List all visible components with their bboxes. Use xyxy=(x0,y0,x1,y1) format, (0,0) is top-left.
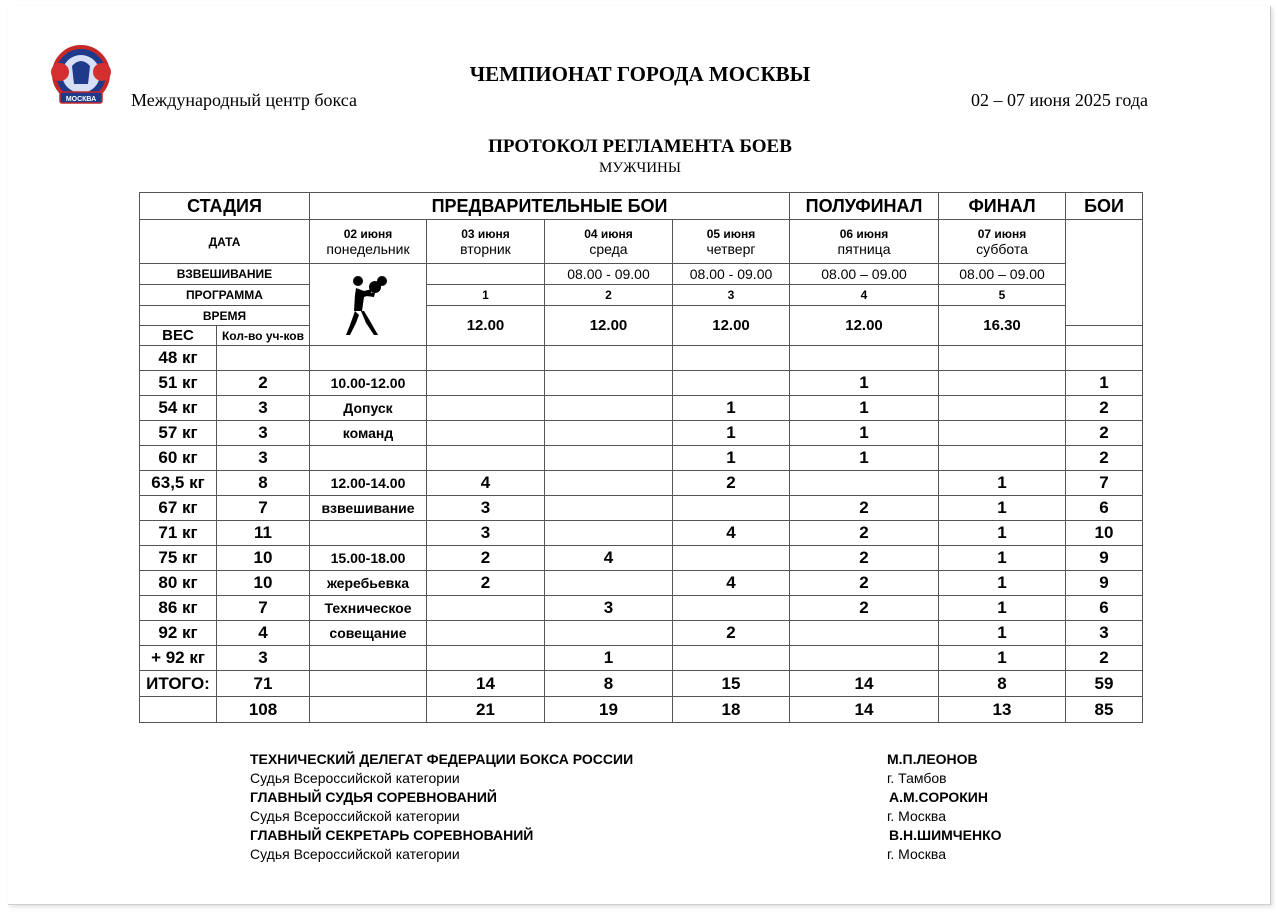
total-fin: 8 xyxy=(939,671,1066,697)
bouts-d3 xyxy=(427,446,545,471)
participant-count: 3 xyxy=(217,396,310,421)
program-cell: 1 xyxy=(427,285,545,306)
time-cell: 12.00 xyxy=(673,306,790,346)
total-semi: 14 xyxy=(790,671,939,697)
bouts-d5: 1 xyxy=(673,396,790,421)
bouts-semi: 2 xyxy=(790,521,939,546)
boxer-icon xyxy=(342,271,394,339)
participant-count: 7 xyxy=(217,596,310,621)
totals-label: ИТОГО: xyxy=(140,671,217,697)
bouts-d5: 4 xyxy=(673,571,790,596)
weight-row xyxy=(140,446,1143,471)
official-name: А.М.СОРОКИН xyxy=(889,789,988,805)
bouts-d5 xyxy=(673,646,790,671)
bouts-fin xyxy=(939,396,1066,421)
bouts-d3: 3 xyxy=(427,496,545,521)
time-cell: 12.00 xyxy=(545,306,673,346)
stage-label: СТАДИЯ xyxy=(140,193,310,220)
bouts-d5: 2 xyxy=(673,471,790,496)
weighin-label: ВЗВЕШИВАНИЕ xyxy=(140,264,310,285)
stage-semi: ПОЛУФИНАЛ xyxy=(790,193,939,220)
bouts-fin: 1 xyxy=(939,496,1066,521)
totals-row xyxy=(140,671,1143,697)
participant-count: 3 xyxy=(217,421,310,446)
day-date: 04 июня xyxy=(584,226,633,241)
bouts-semi: 1 xyxy=(790,446,939,471)
day-cell xyxy=(790,220,939,264)
weighin-cell xyxy=(427,264,545,285)
weight-row xyxy=(140,371,1143,396)
total-d2 xyxy=(310,671,427,697)
bouts-d5 xyxy=(673,596,790,621)
weighin-row xyxy=(140,264,1143,285)
day1-note: совещание xyxy=(310,621,427,646)
date-label: ДАТА xyxy=(140,220,310,264)
participant-count: 2 xyxy=(217,371,310,396)
total-d4: 19 xyxy=(545,697,673,723)
bouts-d4 xyxy=(545,446,673,471)
bouts-semi: 2 xyxy=(790,496,939,521)
participant-count: 10 xyxy=(217,571,310,596)
day-date: 03 июня xyxy=(461,226,510,241)
bouts-total: 2 xyxy=(1066,646,1143,671)
day-date: 07 июня xyxy=(977,226,1027,241)
day1-note: 12.00-14.00 xyxy=(310,471,427,496)
bouts-total: 7 xyxy=(1066,471,1143,496)
official-city: г. Москва xyxy=(887,808,946,824)
championship-title: ЧЕМПИОНАТ ГОРОДА МОСКВЫ xyxy=(469,62,811,86)
weight-class: 75 кг xyxy=(140,546,217,571)
weight-row xyxy=(140,496,1143,521)
weight-row xyxy=(140,346,1143,371)
time-cell: 12.00 xyxy=(427,306,545,346)
count-label: Кол-во уч-ков xyxy=(217,326,310,346)
total-n: 108 xyxy=(217,697,310,723)
bouts-d4: 1 xyxy=(545,646,673,671)
bouts-fin xyxy=(939,371,1066,396)
official-role: ТЕХНИЧЕСКИЙ ДЕЛЕГАТ ФЕДЕРАЦИИ БОКСА РОССИИ xyxy=(250,751,634,767)
bouts-total xyxy=(1066,346,1143,371)
bouts-d4: 3 xyxy=(545,596,673,621)
participant-count: 8 xyxy=(217,471,310,496)
bouts-d5 xyxy=(673,346,790,371)
bouts-semi: 1 xyxy=(790,421,939,446)
weight-class: 63,5 кг xyxy=(140,471,217,496)
official-category: Судья Всероссийской категории xyxy=(250,808,460,824)
time-label: ВРЕМЯ xyxy=(140,306,310,326)
day1-note xyxy=(310,646,427,671)
bouts-d4 xyxy=(545,471,673,496)
weighin-cell: 08.00 – 09.00 xyxy=(939,264,1066,285)
day-weekday: понедельник xyxy=(326,240,410,257)
bouts-d3: 4 xyxy=(427,471,545,496)
bouts-fin: 1 xyxy=(939,596,1066,621)
time-cell: 16.30 xyxy=(939,306,1066,346)
bouts-d3 xyxy=(427,346,545,371)
program-row xyxy=(140,285,1143,306)
bouts-semi: 2 xyxy=(790,596,939,621)
total-semi: 14 xyxy=(790,697,939,723)
day-weekday: среда xyxy=(589,240,628,257)
weight-row xyxy=(140,571,1143,596)
day-date: 06 июня xyxy=(839,226,889,241)
program-cell: 3 xyxy=(673,285,790,306)
bouts-blank xyxy=(1066,326,1143,346)
bouts-blank xyxy=(1066,220,1143,326)
venue: Международный центр бокса xyxy=(131,90,357,110)
bouts-fin xyxy=(939,421,1066,446)
official-name: М.П.ЛЕОНОВ xyxy=(887,751,978,767)
bouts-d4: 4 xyxy=(545,546,673,571)
official-name: В.Н.ШИМЧЕНКО xyxy=(889,827,1002,843)
weight-label: ВЕС xyxy=(140,326,217,346)
total-total: 59 xyxy=(1066,671,1143,697)
bouts-d3 xyxy=(427,596,545,621)
stage-final: ФИНАЛ xyxy=(939,193,1066,220)
svg-text:МОСКВА: МОСКВА xyxy=(65,96,97,103)
bouts-semi: 1 xyxy=(790,371,939,396)
day1-note: жеребьевка xyxy=(310,571,427,596)
bouts-semi: 2 xyxy=(790,546,939,571)
totals-row xyxy=(140,697,1143,723)
day-cell xyxy=(427,220,545,264)
bouts-total: 2 xyxy=(1066,396,1143,421)
participant-count: 10 xyxy=(217,546,310,571)
time-cell: 12.00 xyxy=(790,306,939,346)
bouts-d3: 2 xyxy=(427,571,545,596)
participant-count: 7 xyxy=(217,496,310,521)
bouts-fin: 1 xyxy=(939,646,1066,671)
weight-class: 51 кг xyxy=(140,371,217,396)
bouts-d4 xyxy=(545,496,673,521)
bouts-d3: 2 xyxy=(427,546,545,571)
weighin-cell: 08.00 - 09.00 xyxy=(545,264,673,285)
weight-row xyxy=(140,396,1143,421)
official-role: ГЛАВНЫЙ СУДЬЯ СОРЕВНОВАНИЙ xyxy=(250,789,497,805)
bouts-d4 xyxy=(545,396,673,421)
bouts-d4 xyxy=(545,621,673,646)
bouts-total: 1 xyxy=(1066,371,1143,396)
bouts-total: 2 xyxy=(1066,446,1143,471)
participant-count: 3 xyxy=(217,446,310,471)
day1-note: 15.00-18.00 xyxy=(310,546,427,571)
bouts-fin xyxy=(939,446,1066,471)
program-cell: 5 xyxy=(939,285,1066,306)
day1-note: Допуск xyxy=(310,396,427,421)
time-label-row xyxy=(140,306,1143,326)
bouts-fin: 1 xyxy=(939,521,1066,546)
bouts-d3 xyxy=(427,621,545,646)
bouts-d4 xyxy=(545,421,673,446)
weight-class: 71 кг xyxy=(140,521,217,546)
weight-class: 60 кг xyxy=(140,446,217,471)
participant-count: 4 xyxy=(217,621,310,646)
day-weekday: вторник xyxy=(460,240,511,257)
bouts-semi xyxy=(790,646,939,671)
bouts-total: 6 xyxy=(1066,596,1143,621)
day-cell xyxy=(545,220,673,264)
date-row xyxy=(140,220,1143,264)
bouts-d5: 2 xyxy=(673,621,790,646)
bouts-d5: 1 xyxy=(673,421,790,446)
weight-class: + 92 кг xyxy=(140,646,217,671)
day-cell xyxy=(310,220,427,264)
day-cell xyxy=(939,220,1066,264)
day1-note xyxy=(310,346,427,371)
day1-note xyxy=(310,521,427,546)
bouts-d3: 3 xyxy=(427,521,545,546)
participant-count xyxy=(217,346,310,371)
day-weekday: суббота xyxy=(976,240,1028,257)
bouts-d4 xyxy=(545,371,673,396)
bouts-fin: 1 xyxy=(939,571,1066,596)
bouts-d3 xyxy=(427,421,545,446)
weight-class: 86 кг xyxy=(140,596,217,621)
total-fin: 13 xyxy=(939,697,1066,723)
total-d5: 18 xyxy=(673,697,790,723)
totals-label xyxy=(140,697,217,723)
bouts-d5 xyxy=(673,546,790,571)
total-n: 71 xyxy=(217,671,310,697)
weight-class: 48 кг xyxy=(140,346,217,371)
bouts-d4 xyxy=(545,571,673,596)
day1-note: Техническое xyxy=(310,596,427,621)
official-city: г. Москва xyxy=(887,846,946,862)
total-d3: 21 xyxy=(427,697,545,723)
day1-note: взвешивание xyxy=(310,496,427,521)
weight-row xyxy=(140,521,1143,546)
total-d4: 8 xyxy=(545,671,673,697)
bouts-d5: 1 xyxy=(673,446,790,471)
bouts-total: 10 xyxy=(1066,521,1143,546)
official-role: ГЛАВНЫЙ СЕКРЕТАРЬ СОРЕВНОВАНИЙ xyxy=(250,827,534,843)
bouts-d4 xyxy=(545,521,673,546)
bouts-fin: 1 xyxy=(939,471,1066,496)
weight-class: 67 кг xyxy=(140,496,217,521)
event-dates: 02 – 07 июня 2025 года xyxy=(970,90,1148,110)
weight-class: 80 кг xyxy=(140,571,217,596)
weight-row xyxy=(140,646,1143,671)
day-date: 02 июня xyxy=(343,226,393,241)
weighin-cell: 08.00 – 09.00 xyxy=(790,264,939,285)
bouts-d3 xyxy=(427,396,545,421)
schedule-table xyxy=(139,192,1143,723)
bouts-total: 9 xyxy=(1066,571,1143,596)
day-weekday: четверг xyxy=(706,240,756,257)
bouts-semi: 2 xyxy=(790,571,939,596)
boxer-pictogram-cell xyxy=(310,264,427,346)
bouts-total: 9 xyxy=(1066,546,1143,571)
bouts-total: 6 xyxy=(1066,496,1143,521)
total-d5: 15 xyxy=(673,671,790,697)
day-cell xyxy=(673,220,790,264)
bouts-fin: 1 xyxy=(939,546,1066,571)
protocol-title: ПРОТОКОЛ РЕГЛАМЕНТА БОЕВ xyxy=(488,136,792,157)
weight-row xyxy=(140,421,1143,446)
bouts-fin: 1 xyxy=(939,621,1066,646)
weight-class: 92 кг xyxy=(140,621,217,646)
official-category: Судья Всероссийской категории xyxy=(250,846,460,862)
weight-row xyxy=(140,546,1143,571)
day1-note: 10.00-12.00 xyxy=(310,371,427,396)
weight-class: 54 кг xyxy=(140,396,217,421)
weight-row xyxy=(140,471,1143,496)
weight-class: 57 кг xyxy=(140,421,217,446)
bouts-fin xyxy=(939,346,1066,371)
gender-subtitle: МУЖЧИНЫ xyxy=(599,160,681,176)
bouts-semi xyxy=(790,471,939,496)
total-d2 xyxy=(310,697,427,723)
bouts-semi: 1 xyxy=(790,396,939,421)
day-date: 05 июня xyxy=(706,226,756,241)
bouts-total: 2 xyxy=(1066,421,1143,446)
stage-prelim: ПРЕДВАРИТЕЛЬНЫЕ БОИ xyxy=(310,193,790,220)
bouts-d3 xyxy=(427,371,545,396)
bouts-d4 xyxy=(545,346,673,371)
bouts-total: 3 xyxy=(1066,621,1143,646)
stage-row xyxy=(140,193,1143,220)
stage-bouts: БОИ xyxy=(1066,193,1143,220)
program-cell: 2 xyxy=(545,285,673,306)
weight-row xyxy=(140,596,1143,621)
official-city: г. Тамбов xyxy=(887,770,947,786)
bouts-semi xyxy=(790,346,939,371)
day1-note xyxy=(310,446,427,471)
day1-note: команд xyxy=(310,421,427,446)
total-d3: 14 xyxy=(427,671,545,697)
weight-row xyxy=(140,621,1143,646)
bouts-semi xyxy=(790,621,939,646)
bouts-d3 xyxy=(427,646,545,671)
bouts-d5 xyxy=(673,496,790,521)
bouts-d5: 4 xyxy=(673,521,790,546)
total-total: 85 xyxy=(1066,697,1143,723)
bouts-d5 xyxy=(673,371,790,396)
program-label: ПРОГРАММА xyxy=(140,285,310,306)
weighin-cell: 08.00 - 09.00 xyxy=(673,264,790,285)
day-weekday: пятница xyxy=(837,240,891,257)
participant-count: 3 xyxy=(217,646,310,671)
participant-count: 11 xyxy=(217,521,310,546)
program-cell: 4 xyxy=(790,285,939,306)
official-category: Судья Всероссийской категории xyxy=(250,770,460,786)
